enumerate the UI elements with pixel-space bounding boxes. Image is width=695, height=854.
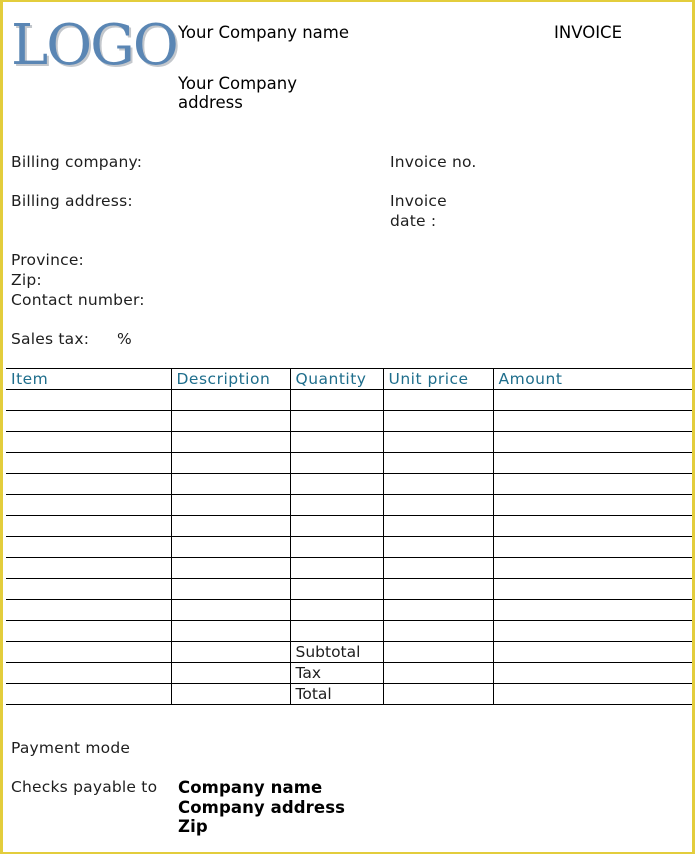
- summary-row-total: [6, 684, 695, 705]
- table-row: [6, 390, 695, 411]
- table-cell: [171, 621, 290, 642]
- table-row: [6, 558, 695, 579]
- table-cell: [290, 516, 383, 537]
- table-cell: [493, 600, 695, 621]
- table-cell: [383, 642, 493, 663]
- table-row: [6, 516, 695, 537]
- table-cell: [493, 684, 695, 705]
- summary-row-tax: [6, 663, 695, 684]
- invoice-title: INVOICE: [554, 23, 623, 42]
- table-cell: [6, 495, 171, 516]
- table-cell: [171, 558, 290, 579]
- table-cell: [171, 684, 290, 705]
- billing-address-label: Billing address:: [11, 192, 133, 210]
- table-cell: [383, 432, 493, 453]
- table-cell: [171, 453, 290, 474]
- table-cell: [383, 453, 493, 474]
- table-row: [6, 495, 695, 516]
- table-cell: [493, 537, 695, 558]
- payment-mode-label: Payment mode: [11, 739, 131, 757]
- items-table: [6, 368, 695, 705]
- table-cell: [383, 558, 493, 579]
- table-cell: [493, 663, 695, 684]
- table-row: [6, 453, 695, 474]
- table-cell: [171, 663, 290, 684]
- sales-tax-unit: %: [117, 330, 132, 348]
- table-cell: [290, 600, 383, 621]
- table-cell: [290, 579, 383, 600]
- table-row: [6, 537, 695, 558]
- table-cell: [290, 453, 383, 474]
- table-cell: [290, 621, 383, 642]
- table-cell: [493, 495, 695, 516]
- table-cell: [383, 516, 493, 537]
- table-row: [6, 432, 695, 453]
- items-body: [6, 390, 695, 705]
- subtotal-label: Subtotal: [290, 642, 383, 663]
- table-cell: [383, 537, 493, 558]
- table-row: [6, 411, 695, 432]
- table-cell: [383, 684, 493, 705]
- table-cell: [290, 432, 383, 453]
- contact-number-label: Contact number:: [11, 291, 145, 309]
- table-row: [6, 600, 695, 621]
- table-cell: [493, 642, 695, 663]
- table-header-row: [6, 369, 695, 390]
- table-cell: [6, 558, 171, 579]
- table-cell: [171, 600, 290, 621]
- billing-company-label: Billing company:: [11, 153, 143, 171]
- summary-row-subtotal: [6, 642, 695, 663]
- table-cell: [493, 516, 695, 537]
- table-cell: [171, 474, 290, 495]
- table-cell: [383, 663, 493, 684]
- column-header-unit-price: Unit price: [383, 369, 493, 390]
- table-cell: [6, 432, 171, 453]
- zip-label: Zip:: [11, 271, 42, 289]
- total-label: Total: [290, 684, 383, 705]
- payee-company-name: Company name: [178, 778, 323, 797]
- table-cell: [493, 558, 695, 579]
- table-cell: [493, 579, 695, 600]
- invoice-date-label-line2: date :: [390, 212, 437, 230]
- table-cell: [6, 537, 171, 558]
- table-cell: [171, 579, 290, 600]
- table-cell: [290, 537, 383, 558]
- table-cell: [6, 663, 171, 684]
- table-cell: [493, 453, 695, 474]
- table-cell: [171, 432, 290, 453]
- table-cell: [493, 621, 695, 642]
- table-cell: [290, 411, 383, 432]
- table-cell: [6, 579, 171, 600]
- table-cell: [6, 411, 171, 432]
- table-cell: [493, 411, 695, 432]
- province-label: Province:: [11, 251, 84, 269]
- table-cell: [6, 621, 171, 642]
- table-cell: [290, 558, 383, 579]
- sales-tax-label: Sales tax:: [11, 330, 90, 348]
- table-cell: [171, 537, 290, 558]
- table-cell: [171, 495, 290, 516]
- company-address-line2: address: [178, 93, 243, 112]
- table-cell: [290, 390, 383, 411]
- payee-zip: Zip: [178, 817, 208, 836]
- table-cell: [6, 516, 171, 537]
- invoice-date-label-line1: Invoice: [390, 192, 447, 210]
- table-cell: [383, 474, 493, 495]
- table-cell: [383, 621, 493, 642]
- table-cell: [6, 453, 171, 474]
- logo: LOGO: [11, 13, 177, 78]
- column-header-quantity: Quantity: [290, 369, 383, 390]
- table-row: [6, 579, 695, 600]
- checks-payable-label: Checks payable to: [11, 778, 158, 796]
- table-cell: [171, 411, 290, 432]
- invoice-number-label: Invoice no.: [390, 153, 477, 171]
- table-cell: [171, 390, 290, 411]
- table-cell: [383, 579, 493, 600]
- column-header-amount: Amount: [493, 369, 695, 390]
- table-cell: [383, 600, 493, 621]
- table-row: [6, 621, 695, 642]
- table-cell: [290, 495, 383, 516]
- table-cell: [6, 390, 171, 411]
- table-cell: [493, 432, 695, 453]
- table-cell: [6, 684, 171, 705]
- table-cell: [383, 411, 493, 432]
- company-address-line1: Your Company: [178, 74, 297, 93]
- table-cell: [171, 642, 290, 663]
- table-row: [6, 474, 695, 495]
- table-cell: [6, 600, 171, 621]
- column-header-description: Description: [171, 369, 290, 390]
- table-cell: [383, 390, 493, 411]
- payee-company-address: Company address: [178, 798, 346, 817]
- column-header-item: Item: [6, 369, 171, 390]
- table-cell: [6, 474, 171, 495]
- company-name: Your Company name: [178, 23, 350, 42]
- table-cell: [493, 474, 695, 495]
- table-cell: [6, 642, 171, 663]
- table-cell: [171, 516, 290, 537]
- tax-label: Tax: [290, 663, 383, 684]
- table-cell: [383, 495, 493, 516]
- table-cell: [493, 390, 695, 411]
- table-cell: [290, 474, 383, 495]
